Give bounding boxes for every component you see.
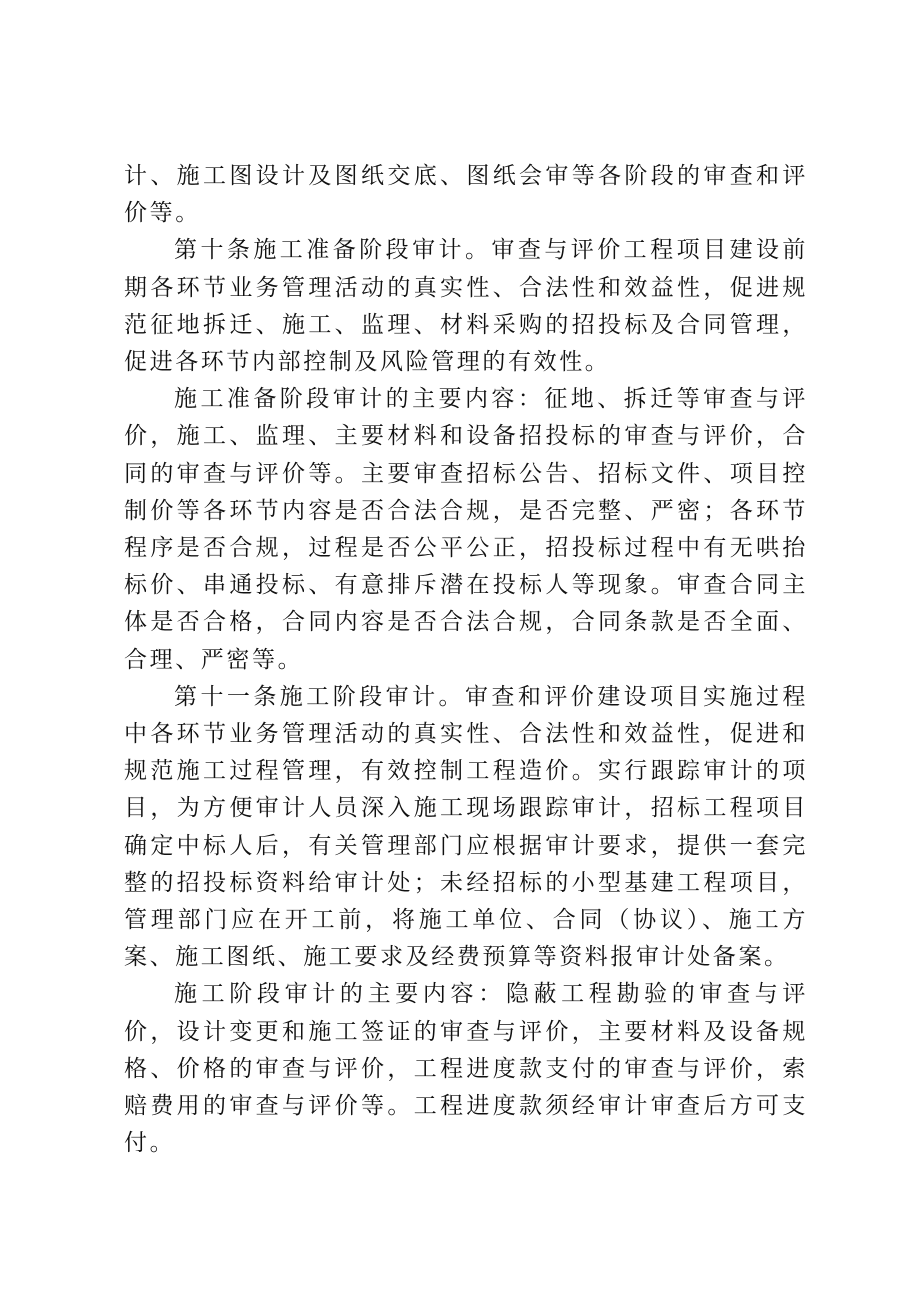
paragraph-preparation-content: 施工准备阶段审计的主要内容：征地、拆迁等审查与评价，施工、监理、主要材料和设备招投标的审查与评价，合同的审查与评价等。主要审查招标公告、招标文件、项目控制价等各环节内容是否合法合规，是否完整、严密；各环节程序是否合规，过程是否公平公正，招投标过程中有无哄抬标价、串通投标、有意排斥潜在投标人等现象。审查合同主体是否合格，合同内容是否合法合规，合同条款是否全面、合理、严密等。	[124, 386, 808, 673]
paragraph-article-10: 第十条施工准备阶段审计。审查与评价工程项目建设前期各环节业务管理活动的真实性、合法性和效益性，促进规范征地拆迁、施工、监理、材料采购的招投标及合同管理，促进各环节内部控制及风险管理的有效性。	[124, 237, 808, 376]
paragraph-construction-content: 施工阶段审计的主要内容：隐蔽工程勘验的审查与评价，设计变更和施工签证的审查与评价，主要材料及设备规格、价格的审查与评价，工程进度款支付的审查与评价，索赔费用的审查与评价等。工程进度款须经审计审查后方可支付。	[124, 981, 808, 1157]
paragraph-continuation: 计、施工图设计及图纸交底、图纸会审等各阶段的审查和评价等。	[124, 163, 808, 227]
paragraph-article-11: 第十一条施工阶段审计。审查和评价建设项目实施过程中各环节业务管理活动的真实性、合法性和效益性，促进和规范施工过程管理，有效控制工程造价。实行跟踪审计的项目，为方便审计人员深入施工现场跟踪审计，招标工程项目确定中标人后，有关管理部门应根据审计要求，提供一套完整的招投标资料给审计处；未经招标的小型基建工程项目，管理部门应在开工前，将施工单位、合同（协议）、施工方案、施工图纸、施工要求及经费预算等资料报审计处备案。	[124, 683, 808, 971]
